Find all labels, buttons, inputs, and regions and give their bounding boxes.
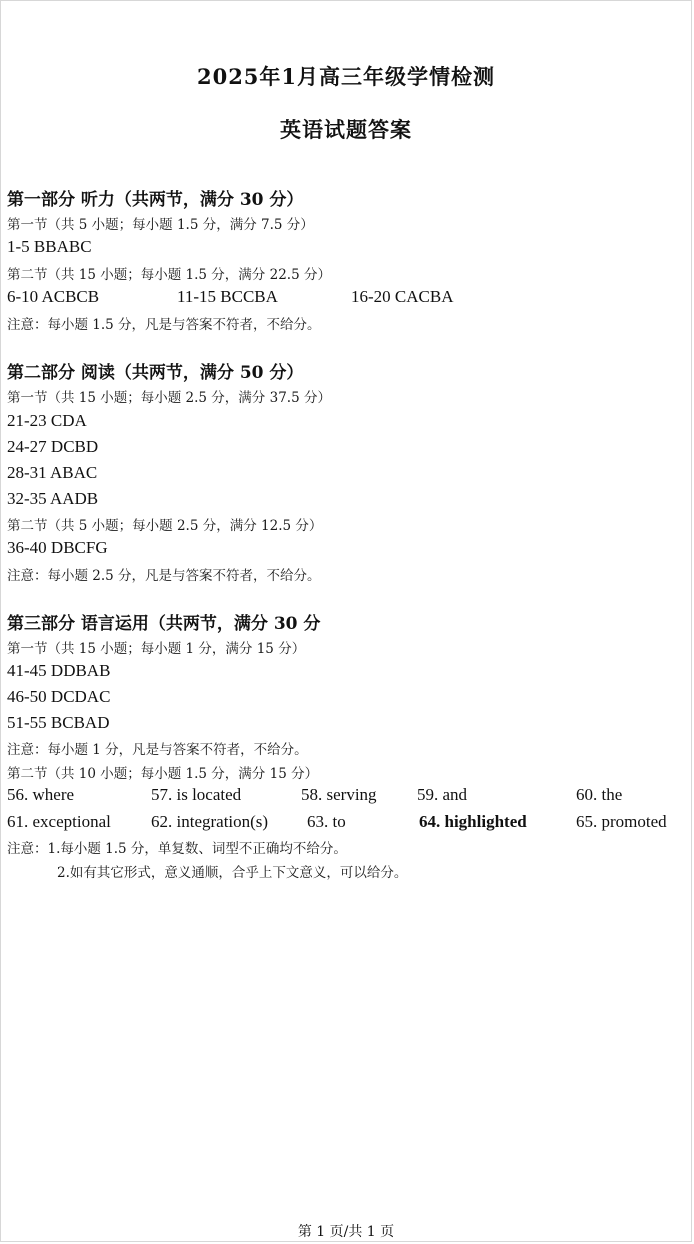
part3-heading: 第三部分 语言运用（共两节，满分 30 分 [7, 614, 321, 634]
answer-51-55: 51-55 BCBAD [7, 713, 110, 732]
part1-note: 注意：每小题 1.5 分，凡是与答案不符者，不给分。 [7, 317, 321, 333]
answer-11-15: 11-15 BCCBA [177, 287, 278, 306]
answer-41-45: 41-45 DDBAB [7, 661, 111, 680]
fill-answer-65: 65. promoted [576, 812, 667, 831]
fill-answer-58: 58. serving [301, 785, 377, 804]
fill-answer-62: 62. integration(s) [151, 812, 269, 831]
part1-heading: 第一部分 听力（共两节，满分 30 分） [7, 190, 304, 210]
part1-section2-desc: 第二节（共 15 小题；每小题 1.5 分，满分 22.5 分） [7, 267, 331, 283]
fill-answer-59: 59. and [417, 785, 468, 804]
fill-answer-60: 60. the [576, 785, 623, 804]
answer-16-20: 16-20 CACBA [351, 287, 454, 306]
page-subtitle: 英语试题答案 [280, 117, 412, 142]
part3-note1: 注意：每小题 1 分，凡是与答案不符者，不给分。 [7, 742, 308, 758]
answer-24-27: 24-27 DCBD [7, 437, 99, 456]
part3-note2: 注意：1.每小题 1.5 分，单复数、词型不正确均不给分。 [7, 841, 347, 857]
part2-section1-desc: 第一节（共 15 小题；每小题 2.5 分，满分 37.5 分） [7, 390, 331, 406]
part3-section1-desc: 第一节（共 15 小题；每小题 1 分，满分 15 分） [7, 641, 306, 657]
fill-answer-57: 57. is located [151, 785, 242, 804]
answer-28-31: 28-31 ABAC [7, 463, 98, 482]
answer-32-35: 32-35 AADB [7, 489, 99, 508]
answer-6-10: 6-10 ACBCB [7, 287, 100, 306]
part3-note3: 2.如有其它形式，意义通顺，合乎上下文意义，可以给分。 [57, 865, 408, 881]
answer-1-5: 1-5 BBABC [7, 237, 92, 256]
answer-46-50: 46-50 DCDAC [7, 687, 111, 706]
answer-36-40: 36-40 DBCFG [7, 538, 108, 557]
fill-answer-63: 63. to [307, 812, 346, 831]
page-title: 2025年1月高三年级学情检测 [196, 64, 496, 89]
fill-answer-56: 56. where [7, 785, 75, 804]
part2-note: 注意：每小题 2.5 分，凡是与答案不符者，不给分。 [7, 568, 321, 584]
fill-answer-64: 64. highlighted [419, 812, 527, 831]
part3-section2-desc: 第二节（共 10 小题；每小题 1.5 分，满分 15 分） [7, 766, 319, 782]
page-number: 第 1 页/共 1 页 [297, 1224, 395, 1240]
part2-section2-desc: 第二节（共 5 小题；每小题 2.5 分，满分 12.5 分） [7, 518, 323, 534]
part2-heading: 第二部分 阅读（共两节，满分 50 分） [7, 363, 304, 383]
part1-section1-desc: 第一节（共 5 小题；每小题 1.5 分，满分 7.5 分） [7, 217, 314, 233]
fill-answer-61: 61. exceptional [7, 812, 111, 831]
answer-21-23: 21-23 CDA [7, 411, 87, 430]
